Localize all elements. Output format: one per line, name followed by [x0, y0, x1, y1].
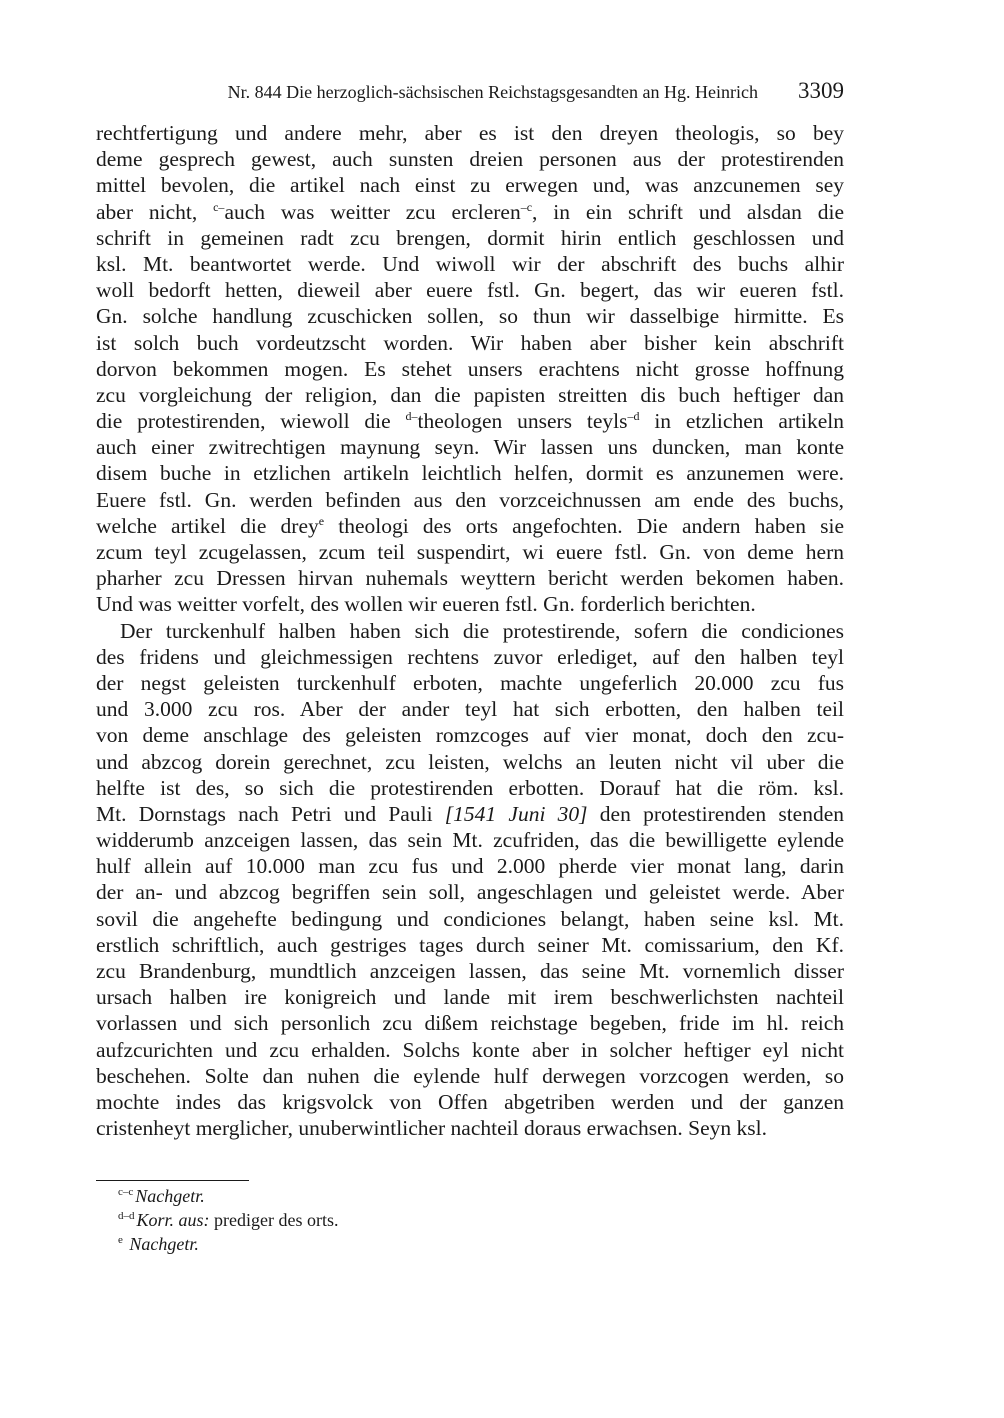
italic-text: [1541 Juni 30] — [444, 801, 588, 826]
text-run: und abzcog dorein gerechnet, zcu leisten, welchs an leuten nicht vil uber die — [96, 749, 844, 774]
italic-text: Nachgetr. — [135, 1186, 205, 1206]
text-line — [96, 1115, 844, 1141]
text-line — [96, 1089, 844, 1115]
text-run: rechtfertigung und andere mehr, aber es ist den dreyen theologis, so bey — [96, 121, 844, 145]
text-run: , in ein schrift und alsdan die — [532, 199, 844, 224]
text-line — [96, 696, 844, 722]
text-line — [96, 199, 844, 225]
text-line — [96, 906, 844, 932]
text-line — [96, 879, 844, 905]
text-line — [96, 932, 844, 958]
text-run: von deme anschlage des geleisten romzcoges auf vier monat, doch den zcu- — [96, 723, 844, 748]
text-run: Mt. Dornstags nach Petri und Pauli — [96, 801, 445, 826]
text-line — [96, 984, 844, 1010]
text-line — [96, 827, 844, 853]
text-line — [96, 1063, 844, 1089]
text-run: zcu Brandenburg, mundtlich anzceigen lassen, das seine Mt. vornemlich disser — [96, 959, 844, 983]
footnote — [118, 1184, 818, 1208]
italic-text: Nachgetr. — [129, 1234, 199, 1254]
text-run: auch einer zwitrechtigen maynung seyn. Wir lassen uns duncken, man konte — [96, 435, 844, 460]
text-line — [96, 172, 844, 198]
text-line — [96, 749, 844, 775]
footnote — [118, 1208, 818, 1232]
text-line — [96, 356, 844, 382]
text-run: in etzlichen artikeln — [639, 409, 844, 434]
text-line — [96, 958, 844, 984]
italic-text: Korr. aus: — [136, 1210, 210, 1230]
text-run: theologen unsers teyls — [417, 409, 628, 434]
text-line — [96, 722, 844, 748]
text-line — [96, 775, 844, 801]
text-run: der an- und abzcog begriffen sein soll, angeschlagen und geleistet werde. Aber — [96, 880, 844, 905]
text-run: Der turckenhulf halben haben sich die protestirende, sofern die condiciones — [120, 618, 844, 643]
text-run: mittel bevolen, die artikel nach einst zu erwegen und, was anzcunemen sey — [96, 173, 844, 198]
footnotes — [118, 1184, 818, 1256]
note-marker: d– — [405, 409, 418, 424]
footnote — [118, 1232, 818, 1256]
text-run: pharher zcu Dressen hirvan nuhemals weyttern bericht werden bekomen haben. — [96, 566, 844, 591]
text-run: beschehen. Solte dan nuhen die eylende hulf derwegen vorzcogen werden, so — [96, 1063, 844, 1088]
main-text — [96, 120, 844, 1141]
text-line — [96, 330, 844, 356]
text-run: dorvon bekommen mogen. Es stehet unsers erachtens nicht grosse hoffnung — [96, 356, 844, 381]
text-run: der negst geleisten turckenhulf erboten, machte ungeferlich 20.000 zcu fus — [96, 670, 844, 695]
text-run: den protestirenden stenden — [587, 801, 844, 826]
text-run: cristenheyt merglicher, unuberwintlicher nachteil doraus erwachsen. Seyn ksl. — [96, 1116, 767, 1141]
text-run: zcum teyl zcugelassen, zcum teil suspendirt, wi euere fstl. Gn. von deme hern — [96, 540, 844, 564]
text-run: aber nicht, — [96, 199, 214, 224]
text-line — [96, 644, 844, 670]
text-line — [96, 670, 844, 696]
text-line — [96, 225, 844, 251]
text-line — [96, 487, 844, 513]
text-run: Euere fstl. Gn. werden befinden aus den vorzceichnussen am ende des buchs, — [96, 487, 844, 512]
text-line — [96, 120, 844, 146]
text-run: deme gesprech gewest, auch sunsten dreien personen aus der protestirenden — [96, 147, 844, 172]
text-run: aufzcurichten und zcu erhalden. Solchs konte aber in solcher heftiger eyl nicht — [96, 1037, 844, 1062]
note-marker: c–c — [118, 1186, 134, 1198]
note-marker: –c — [520, 199, 533, 214]
text-run: des fridens und gleichmessigen rechtens zuvor erlediget, auf den halben teyl — [96, 644, 844, 669]
text-line — [96, 382, 844, 408]
text-run: erstlich schriftlich, auch gestriges tages durch seiner Mt. comissarium, den Kf. — [96, 932, 844, 957]
text-line — [96, 539, 844, 565]
text-run: zcu vorgleichung der religion, dan die papisten streitten dis buch heftiger dan — [96, 382, 844, 407]
text-run: Gn. solche handlung zcuschicken sollen, so thun wir dasselbige hirmitte. Es — [96, 304, 844, 329]
text-run: hulf allein auf 10.000 man zcu fus und 2.000 pherde vier monat lang, darin — [96, 854, 844, 879]
text-run: und 3.000 zcu ros. Aber der ander teyl hat sich erbotten, den halben teil — [96, 697, 844, 722]
text-run: prediger des orts. — [209, 1210, 339, 1230]
text-line — [96, 303, 844, 329]
text-run: helfte ist des, so sich die protestirenden erbotten. Dorauf hat die röm. ksl. — [96, 775, 844, 800]
text-run: Und was weitter vorfelt, des wollen wir eueren fstl. Gn. forderlich berichten. — [96, 592, 756, 617]
note-marker: c– — [213, 199, 225, 214]
text-line — [96, 618, 844, 644]
text-line — [96, 434, 844, 460]
text-run: auch was weitter zcu ercleren — [224, 199, 521, 224]
text-run: sovil die angehefte bedingung und condiciones belangt, haben seine ksl. Mt. — [96, 906, 844, 931]
text-run: widderumb anzceigen lassen, das sein Mt. zcufriden, das die bewilligette eylende — [96, 828, 844, 853]
text-run: vorlassen und sich personlich zcu dißem reichstage begeben, fride im hl. reich — [96, 1011, 844, 1036]
text-line — [96, 853, 844, 879]
footnote-rule — [96, 1180, 249, 1181]
text-line — [96, 1010, 844, 1036]
running-head — [96, 78, 844, 108]
text-run: disem buche in etzlichen artikeln leichtlich helfen, dormit es anzunemen were. — [96, 461, 844, 486]
text-run: ksl. Mt. beantwortet werde. Und wiwoll wir der abschrift des buchs alhir — [96, 251, 844, 276]
running-title: Nr. 844 Die herzoglich-sächsischen Reichstagsgesandten an Hg. Heinrich — [227, 82, 758, 102]
text-run: ist solch buch vordeutzscht worden. Wir haben aber bisher kein abschrift — [96, 330, 844, 355]
text-line — [96, 513, 844, 539]
text-run: woll bedorft hetten, dieweil aber euere fstl. Gn. begert, das wir eueren fstl. — [96, 278, 844, 303]
text-line — [96, 251, 844, 277]
text-run: die protestirenden, wiewoll die — [96, 409, 406, 434]
text-line — [96, 460, 844, 486]
text-line — [96, 591, 844, 617]
text-line — [96, 565, 844, 591]
text-run: schrift in gemeinen radt zcu brengen, dormit hirin entlich geschlossen und — [96, 225, 844, 250]
text-run: welche artikel die drey — [96, 513, 319, 538]
text-run: ursach halben ire konigreich und lande mit irem beschwerlichsten nachteil — [96, 985, 844, 1010]
text-line — [96, 277, 844, 303]
text-line — [96, 146, 844, 172]
text-line — [96, 801, 844, 827]
text-run: theologi des orts angefochten. Die andern haben sie — [324, 513, 844, 538]
note-marker: –d — [627, 409, 640, 424]
note-marker: e — [118, 1234, 123, 1246]
text-line — [96, 1037, 844, 1063]
note-marker: d–d — [118, 1210, 135, 1222]
page-number: 3309 — [798, 78, 844, 103]
note-marker: e — [318, 513, 325, 528]
text-run: mochte indes das krigsvolck von Offen abgetriben werden und der ganzen — [96, 1089, 844, 1114]
text-line — [96, 408, 844, 434]
